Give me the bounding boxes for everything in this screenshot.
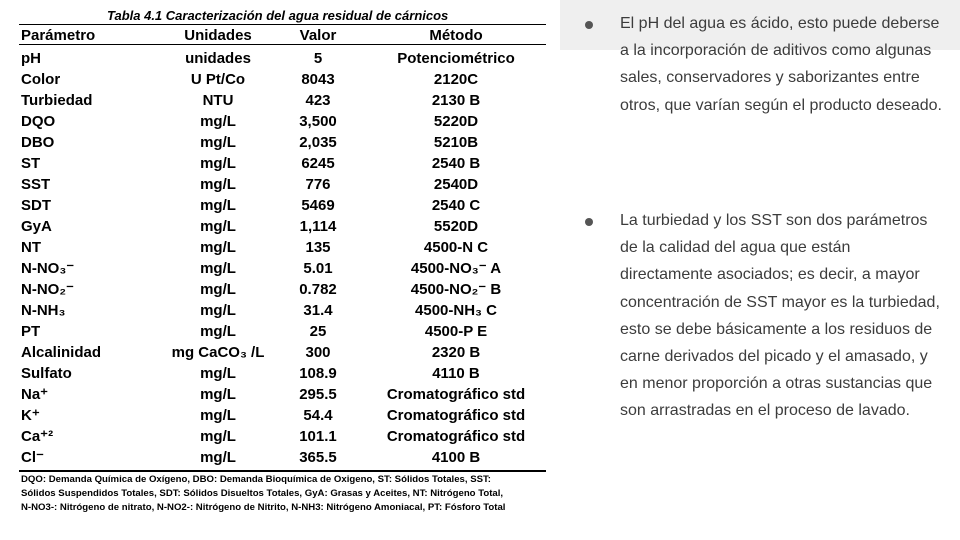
- cell-valor: 6245: [301, 155, 335, 172]
- cell-metodo: 5220D: [433, 113, 479, 130]
- bullet-text: La turbiedad y los SST son dos parámetros de la calidad del agua que están directamente asociados; es decir, a mayor concentración de SST mayor es la turbiedad, esto se debe básicamente a los residuos de carne derivados del picado y el amasado, y en menor proporción a otras sustancias que son arrastradas en el proceso de lavado.: [620, 212, 940, 420]
- cell-unidades: mg/L: [200, 428, 236, 445]
- header-unidades: Unidades: [184, 27, 252, 44]
- header-parametro: Parámetro: [21, 27, 96, 44]
- cell-valor: 423: [305, 92, 331, 109]
- cell-valor: 3,500: [299, 113, 337, 130]
- cell-metodo: 2320 B: [431, 344, 481, 361]
- cell-valor: 5: [313, 50, 323, 67]
- footnote-line: DQO: Demanda Química de Oxígeno, DBO: Demanda Bioquímica de Oxigeno, ST: Sólidos Totales, SST:: [21, 474, 491, 485]
- cell-valor: 0.782: [299, 281, 337, 298]
- cell-parametro: Cl⁻: [21, 449, 44, 466]
- bullet-dot-icon: [585, 21, 593, 29]
- cell-metodo: Cromatográfico std: [386, 386, 526, 403]
- cell-metodo: Cromatográfico std: [386, 428, 526, 445]
- cell-parametro: DBO: [21, 134, 55, 151]
- cell-parametro: Na⁺: [21, 386, 49, 403]
- cell-parametro: SST: [21, 176, 51, 193]
- table-row: [0, 300, 560, 321]
- cell-metodo: 4500-NO₂⁻ B: [410, 281, 502, 298]
- cell-metodo: 4500-NO₃⁻ A: [410, 260, 502, 277]
- cell-metodo: 2120C: [433, 71, 479, 88]
- table-row: [0, 321, 560, 342]
- cell-unidades: U Pt/Co: [190, 71, 246, 88]
- cell-metodo: Cromatográfico std: [386, 407, 526, 424]
- cell-valor: 8043: [301, 71, 335, 88]
- cell-metodo: 4100 B: [431, 449, 481, 466]
- cell-unidades: mg/L: [200, 260, 236, 277]
- cell-unidades: mg/L: [200, 407, 236, 424]
- cell-unidades: mg/L: [200, 302, 236, 319]
- cell-unidades: mg/L: [200, 323, 236, 340]
- cell-valor: 108.9: [299, 365, 337, 382]
- table-row: [0, 111, 560, 132]
- cell-unidades: mg/L: [200, 239, 236, 256]
- header-metodo: Método: [429, 27, 483, 44]
- cell-unidades: mg/L: [200, 281, 236, 298]
- cell-unidades: mg/L: [200, 176, 236, 193]
- cell-parametro: N-NH₃: [21, 302, 66, 319]
- table-footnote: [21, 473, 546, 515]
- table-row: [0, 48, 560, 69]
- cell-unidades: mg/L: [200, 386, 236, 403]
- cell-metodo: 4500-N C: [423, 239, 489, 256]
- table-row: [0, 216, 560, 237]
- cell-valor: 135: [305, 239, 331, 256]
- cell-metodo: 4110 B: [432, 365, 480, 382]
- table-row: [0, 132, 560, 153]
- cell-unidades: mg/L: [200, 365, 236, 382]
- cell-metodo: Potenciométrico: [397, 50, 515, 67]
- table-row: [0, 174, 560, 195]
- cell-parametro: NT: [21, 239, 41, 256]
- cell-valor: 5469: [301, 197, 335, 214]
- cell-unidades: mg/L: [200, 113, 236, 130]
- cell-valor: 295.5: [299, 386, 337, 403]
- table-row: [0, 405, 560, 426]
- cell-metodo: 2540 B: [431, 155, 481, 172]
- table-header-rule: [19, 44, 546, 45]
- cell-metodo: 2130 B: [431, 92, 481, 109]
- cell-unidades: mg/L: [200, 155, 236, 172]
- cell-parametro: Sulfato: [21, 365, 72, 382]
- table-title: Tabla 4.1 Caracterización del agua residual de cárnicos: [107, 8, 449, 23]
- cell-unidades: mg/L: [200, 134, 236, 151]
- cell-valor: 101.1: [299, 428, 337, 445]
- cell-valor: 300: [305, 344, 331, 361]
- cell-metodo: 4500-NH₃ C: [415, 302, 497, 319]
- cell-valor: 31.4: [303, 302, 333, 319]
- footnote-line: Sólidos Suspendidos Totales, SDT: Sólidos Disueltos Totales, GyA: Grasas y Aceites, NT: Nitrógeno Total,: [21, 488, 504, 499]
- table-row: [0, 258, 560, 279]
- bullet-text: El pH del agua es ácido, esto puede deberse a la incorporación de aditivos como algunas sales, conservadores y saborizantes entre otros, que varían según el producto deseado.: [620, 15, 942, 114]
- cell-parametro: Ca⁺²: [21, 428, 54, 445]
- table-row: [0, 90, 560, 111]
- cell-metodo: 4500-P E: [424, 323, 488, 340]
- table-row: [0, 342, 560, 363]
- cell-unidades: unidades: [185, 50, 251, 67]
- footnote-line: N-NO3-: Nitrógeno de nitrato, N-NO2-: Nitrógeno de Nitrito, N-NH3: Nitrógeno Amoniacal, PT: Fósforo Total: [21, 502, 506, 513]
- cell-parametro: Color: [21, 71, 61, 88]
- cell-valor: 5.01: [303, 260, 333, 277]
- table-row: [0, 279, 560, 300]
- cell-unidades: mg/L: [200, 197, 236, 214]
- cell-parametro: Alcalinidad: [21, 344, 102, 361]
- cell-parametro: PT: [21, 323, 41, 340]
- cell-parametro: DQO: [21, 113, 56, 130]
- table-row: [0, 237, 560, 258]
- header-valor: Valor: [299, 27, 337, 44]
- cell-unidades: mg/L: [200, 449, 236, 466]
- table-row: [0, 195, 560, 216]
- cell-metodo: 2540 C: [431, 197, 481, 214]
- cell-unidades: mg/L: [200, 218, 236, 235]
- table-row: [0, 447, 560, 468]
- table-row: [0, 426, 560, 447]
- bullet-dot-icon: [585, 218, 593, 226]
- cell-valor: 54.4: [303, 407, 333, 424]
- table-row: [0, 153, 560, 174]
- cell-parametro: SDT: [21, 197, 51, 214]
- table-row: [0, 69, 560, 90]
- cell-valor: 776: [305, 176, 331, 193]
- cell-parametro: ST: [21, 155, 41, 172]
- cell-valor: 2,035: [299, 134, 337, 151]
- cell-parametro: pH: [21, 50, 41, 67]
- cell-metodo: 2540D: [433, 176, 479, 193]
- cell-valor: 1,114: [299, 218, 337, 235]
- cell-parametro: K⁺: [21, 407, 40, 424]
- cell-valor: 365.5: [299, 449, 337, 466]
- cell-unidades: NTU: [202, 92, 234, 109]
- table-bottom-rule: [19, 470, 546, 472]
- cell-parametro: GyA: [21, 218, 52, 235]
- table-top-rule: [19, 24, 546, 25]
- cell-parametro: N-NO₃⁻: [21, 260, 75, 277]
- cell-unidades: mg CaCO₃ /L: [171, 344, 265, 361]
- cell-parametro: N-NO₂⁻: [21, 281, 74, 298]
- cell-metodo: 5520D: [433, 218, 479, 235]
- cell-valor: 25: [309, 323, 327, 340]
- table-row: [0, 363, 560, 384]
- cell-parametro: Turbiedad: [21, 92, 93, 109]
- table-row: [0, 384, 560, 405]
- cell-metodo: 5210B: [433, 134, 479, 151]
